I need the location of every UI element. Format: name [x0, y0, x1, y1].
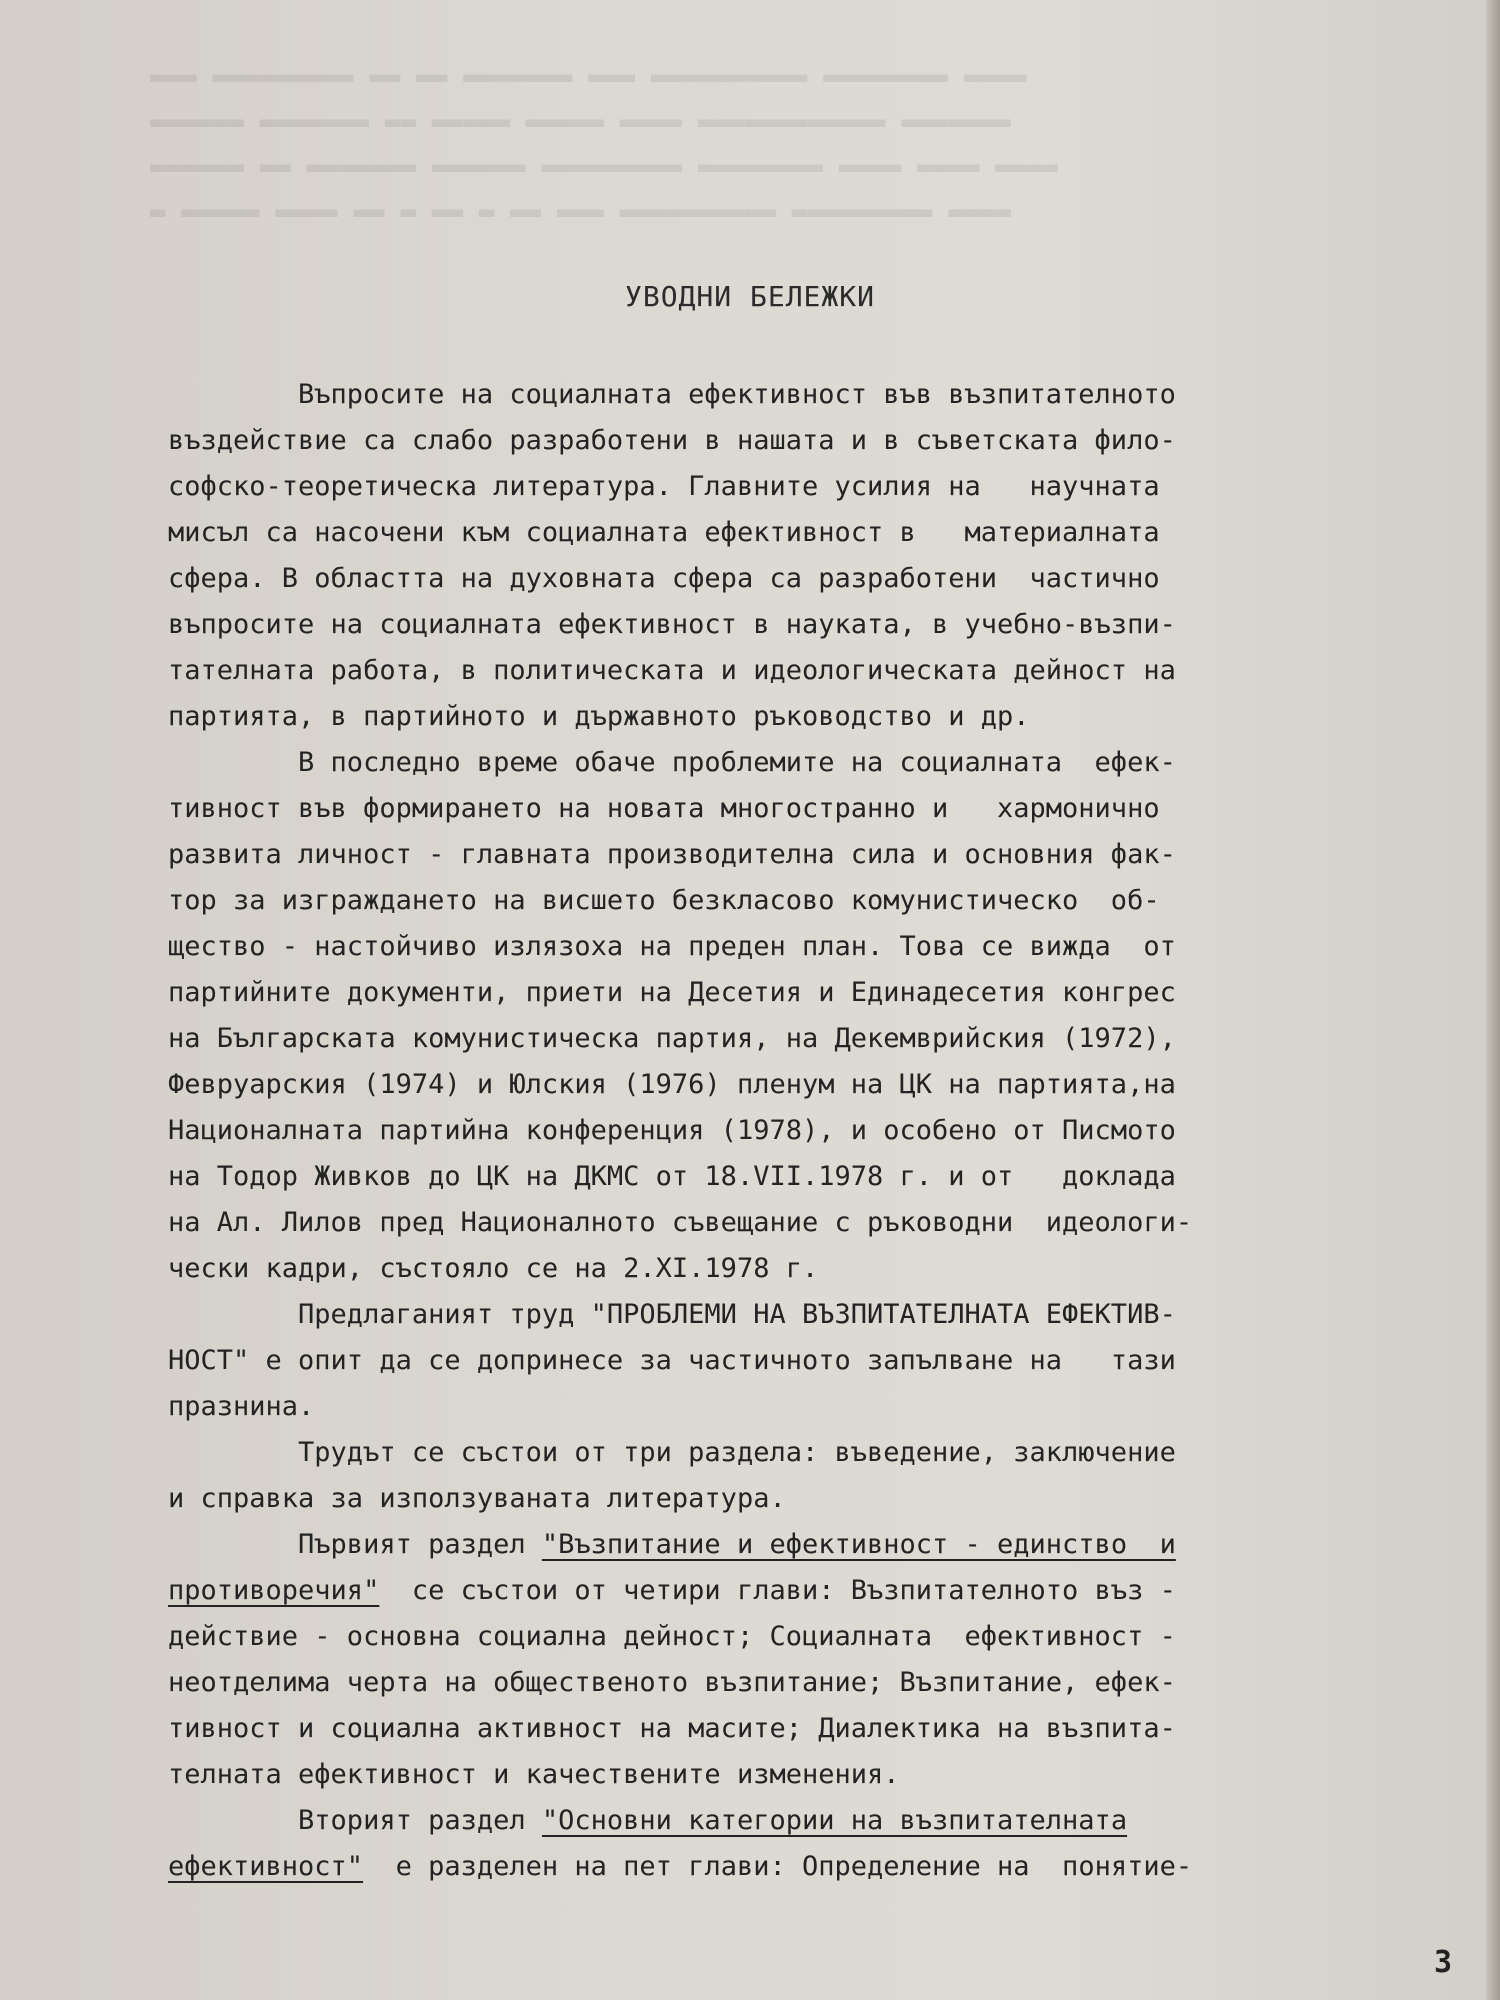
text-line: Предлаганият труд "ПРОБЛЕМИ НА ВЪЗПИТАТЕЛНАТА ЕФЕКТИВ-	[168, 1299, 1176, 1330]
section1-intro: Първият раздел	[168, 1529, 542, 1560]
text-line: В последно време обаче проблемите на социалната ефек-	[168, 747, 1176, 778]
text-line: на Тодор Живков до ЦК на ДКМС от 18.VII.1978 г. и от доклада	[168, 1161, 1176, 1192]
section2-rest: е разделен на пет глави: Определение на понятие-	[363, 1851, 1193, 1882]
section1-title: "Възпитание и ефективност - единство и	[541, 1529, 1176, 1560]
text-line: празнина.	[168, 1391, 315, 1422]
section2-title-cont: ефективност"	[168, 1851, 364, 1882]
text-line: тивност и социална активност на масите; Диалектика на възпита-	[168, 1713, 1176, 1744]
text-line: тор за изграждането на висшето безкласово комунистическо об-	[168, 885, 1160, 916]
text-line: щество - настойчиво излязоха на преден план. Това се вижда от	[168, 931, 1176, 962]
text-line: на Българската комунистическа партия, на Декемврийския (1972),	[168, 1023, 1176, 1054]
text-line: Въпросите на социалната ефективност във възпитателното	[168, 379, 1176, 410]
text-line: партийните документи, приети на Десетия и Единадесетия конгрес	[168, 977, 1176, 1008]
section2-heading-line-2	[168, 1844, 1192, 1890]
section1-title-cont: противоречия"	[168, 1575, 380, 1606]
text-line: на Ал. Лилов пред Националното съвещание с ръководни идеологи-	[168, 1207, 1193, 1238]
section2-intro: Вторият раздел	[168, 1805, 542, 1836]
text-line: и справка за използуваната литература.	[168, 1483, 786, 1514]
text-line: телната ефективност и качествените изменения.	[168, 1759, 900, 1790]
text-line: тивност във формирането на новата многостранно и хармонично	[168, 793, 1160, 824]
document-body	[168, 372, 1192, 1890]
section2-heading-line	[168, 1798, 1192, 1844]
text-line: партията, в партийното и държавното ръководство и др.	[168, 701, 1030, 732]
text-line: въпросите на социалната ефективност в науката, в учебно-възпи-	[168, 609, 1176, 640]
text-line: Трудът се състои от три раздела: въведение, заключение	[168, 1437, 1176, 1468]
text-line: Февруарския (1974) и Юлския (1976) пленум на ЦК на партията,на	[168, 1069, 1176, 1100]
text-line: действие - основна социална дейност; Социалната ефективност -	[168, 1621, 1176, 1652]
text-line: софско-теоретическа литература. Главните усилия на научната	[168, 471, 1160, 502]
document-title: УВОДНИ БЕЛЕЖКИ	[624, 280, 875, 313]
text-line: НОСТ" е опит да се допринесе за частичното запълване на тази	[168, 1345, 1176, 1376]
section1-heading-line	[168, 1522, 1192, 1568]
section2-title: "Основни категории на възпитателната	[541, 1805, 1128, 1836]
section1-heading-line-2	[168, 1568, 1192, 1614]
text-line: неотделима черта на общественото възпитание; Възпитание, ефек-	[168, 1667, 1176, 1698]
section1-rest: се състои от четири глави: Възпитателното въз -	[379, 1575, 1176, 1606]
text-line: Националната партийна конференция (1978), и особено от Писмото	[168, 1115, 1176, 1146]
text-line: развита личност - главната производителна сила и основния фак-	[168, 839, 1176, 870]
text-line: мисъл са насочени към социалната ефективност в материалната	[168, 517, 1160, 548]
text-line: въздействие са слабо разработени в нашата и в съветската фило-	[168, 425, 1176, 456]
bleed-through-text: ▬▬▬ ▬▬▬▬▬▬▬▬▬ ▬▬ ▬▬ ▬▬▬▬▬▬▬ ▬▬▬ ▬▬▬▬▬▬▬▬▬▬ ▬▬▬▬▬▬▬▬ ▬▬▬▬ ▬▬▬▬▬▬ ▬▬▬▬▬▬▬ ▬▬ ▬▬▬▬▬ ▬▬▬▬▬ ▬▬▬▬ ▬▬▬▬▬▬▬▬▬▬▬▬ ▬▬▬▬▬▬▬ ▬▬▬▬▬▬ ▬▬ ▬▬▬▬▬▬▬ ▬▬▬▬▬▬ ▬▬▬▬▬▬▬▬▬ ▬▬▬▬▬▬▬▬ ▬▬▬▬ ▬▬▬▬ ▬▬▬▬ ▬ ▬▬▬▬▬ ▬▬▬▬ ▬▬ ▬ ▬▬ ▬ ▬▬ ▬▬▬ ▬▬▬▬▬▬▬▬▬▬ ▬▬▬▬▬▬▬▬▬ ▬▬▬▬	[150, 62, 1058, 227]
text-line: чески кадри, състояло се на 2.XI.1978 г.	[168, 1253, 819, 1284]
text-line: сфера. В областта на духовната сфера са разработени частично	[168, 563, 1160, 594]
page-number: 3	[1433, 1945, 1452, 1980]
text-line: тателната работа, в политическата и идеологическата дейност на	[168, 655, 1176, 686]
